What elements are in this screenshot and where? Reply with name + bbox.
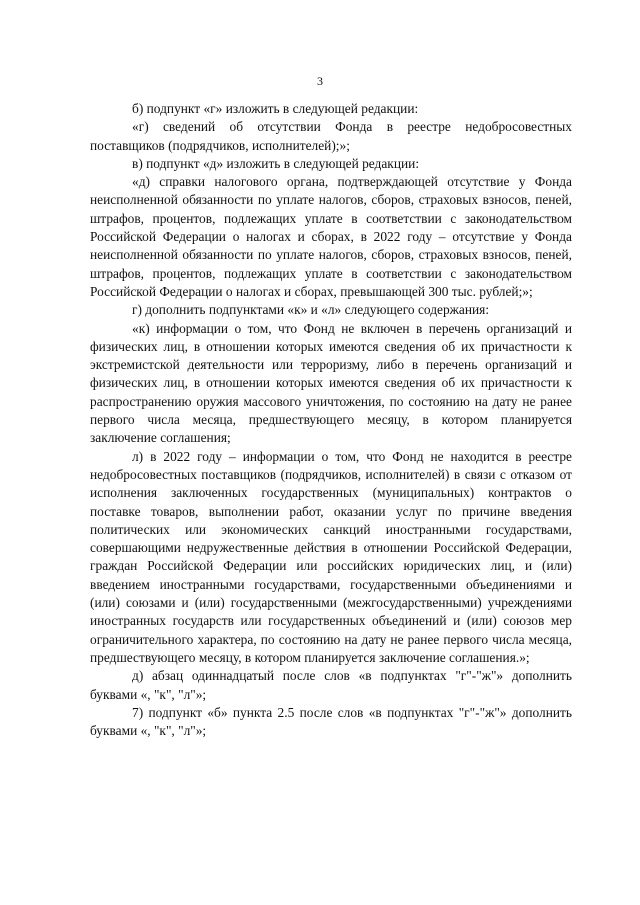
paragraph-7-subpoint-b: 7) подпункт «б» пункта 2.5 после слов «в подпунктах "г"-"ж"» дополнить буквами «, "к", "л"»; (90, 704, 572, 739)
paragraph-d-eleventh-abzac: д) абзац одиннадцатый после слов «в подпунктах "г"-"ж"» дополнить буквами «, "к", "л"»; (90, 668, 572, 702)
paragraph-k-text: «к) информации о том, что Фонд не включен в перечень организаций и физических лиц, в отношении которых имеются сведения об их причастности к экстремистской деятельности или терроризму, либо в перечень организаций и физических лиц, в отношении которых имеются сведения об их причастности к распространению оружия массового уничтожения, по состоянию на дату не ранее первого числа месяца, предшествующего месяцу, в котором планируется заключение соглашения; (90, 320, 572, 446)
paragraph-g-add-subpoints: г) дополнить подпунктами «к» и «л» следующего содержания: (132, 302, 490, 318)
paragraph-l-text: л) в 2022 году – информации о том, что Фонд не находится в реестре недобросовестных поставщиков (подрядчиков, исполнителей) в связи с отказом от исполнения заключенных государственных (муниципальных) контрактов о поставке товаров, выполнении работ, оказании услуг по причине введения политических или экономических санкций иностранными государствами, совершающими недружественные действия в отношении Российской Федерации, граждан Российской Федерации или российских юридических лиц, и (или) введением иностранными государствами, государственными объединениями и (или) союзами и (или) государственными (межгосударственными) учреждениями иностранных государств или государственных объединений и (или) союзов мер ограничительного характера, по состоянию на дату не ранее первого числа месяца, предшествующего месяцу, в котором планируется заключение соглашения.»; (90, 448, 572, 665)
paragraph-v-subpoint-d: в) подпункт «д» изложить в следующей редакции: (132, 155, 420, 171)
document-body (90, 100, 572, 740)
paragraph-d-text: «д) справки налогового органа, подтверждающей отсутствие у Фонда неисполненной обязанности по уплате налогов, сборов, страховых взносов, пеней, штрафов, процентов, подлежащих уплате в соответствии с законодательством Российской Федерации о налогах и сборах, в 2022 году – отсутствие у Фонда неисполненной обязанности по уплате налогов, сборов, страховых взносов, пеней, штрафов, процентов, подлежащих уплате в соответствии с законодательством Российской Федерации о налогах и сборах, превышающей 300 тыс. рублей;»; (90, 174, 572, 299)
page-number: 3 (317, 74, 323, 88)
paragraph-g-text: «г) сведений об отсутствии Фонда в реестре недобросовестных поставщиков (подрядчиков, исполнителей);»; (90, 119, 572, 153)
paragraph-b-subpoint-g: б) подпункт «г» изложить в следующей редакции: (132, 101, 419, 116)
